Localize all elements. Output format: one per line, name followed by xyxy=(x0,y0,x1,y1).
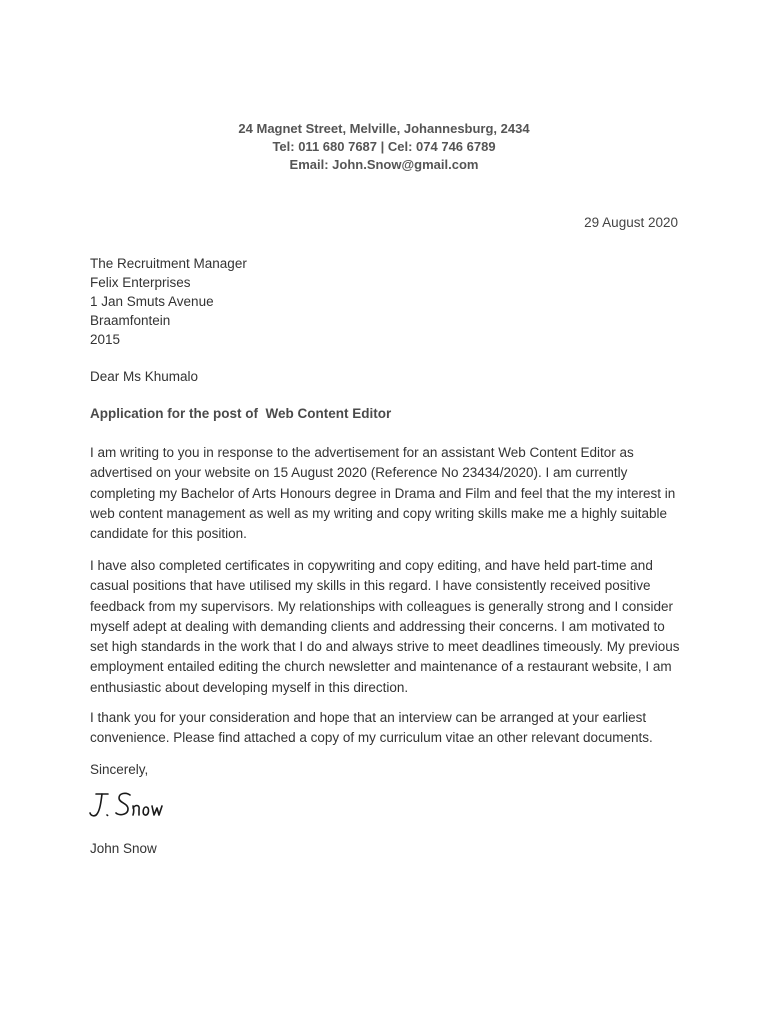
recipient-postal-code: 2015 xyxy=(90,332,121,347)
sender-email: Email: John.Snow@gmail.com xyxy=(289,157,479,172)
handwritten-signature xyxy=(88,786,178,822)
signer-name: John Snow xyxy=(90,841,157,856)
recipient-block xyxy=(90,254,682,349)
letter-date: 29 August 2020 xyxy=(584,215,678,230)
recipient-title: The Recruitment Manager xyxy=(90,256,247,271)
letterhead xyxy=(0,120,768,174)
paragraph-experience: I have also completed certificates in copywriting and copy editing, and have held part-time and casual positions that have utilised my skills in this regard. I have consistently received positive feedback from my supervisors. My relationships with colleagues is generally strong and I consider myself adept at dealing with demanding clients and addressing their concerns. I am motivated to set high standards in the work that I do and always strive to meet deadlines timeously. My previous employment entailed editing the church newsletter and maintenance of a restaurant website, I am enthusiastic about developing myself in this direction. xyxy=(90,558,680,695)
paragraph-intro: I am writing to you in response to the advertisement for an assistant Web Content Editor as advertised on your website on 15 August 2020 (Reference No 23434/2020). I am currently completing my Bachelor of Arts Honours degree in Drama and Film and feel that the my interest in web content management as well as my writing and copy writing skills make me a highly suitable candidate for this position. xyxy=(90,445,676,542)
signature-graphic xyxy=(88,786,178,822)
sender-address: 24 Magnet Street, Melville, Johannesburg, 2434 xyxy=(238,121,530,136)
salutation: Dear Ms Khumalo xyxy=(90,369,199,384)
subject-line: Application for the post of Web Content Editor xyxy=(90,406,392,421)
recipient-suburb: Braamfontein xyxy=(90,313,171,328)
recipient-street: 1 Jan Smuts Avenue xyxy=(90,294,214,309)
closing-phrase: Sincerely, xyxy=(90,762,149,777)
sender-phone: Tel: 011 680 7687 | Cel: 074 746 6789 xyxy=(272,139,496,154)
paragraph-closing: I thank you for your consideration and hope that an interview can be arranged at your earliest convenience. Please find attached a copy of my curriculum vitae an other relevant documents. xyxy=(90,710,653,746)
recipient-company: Felix Enterprises xyxy=(90,275,191,290)
